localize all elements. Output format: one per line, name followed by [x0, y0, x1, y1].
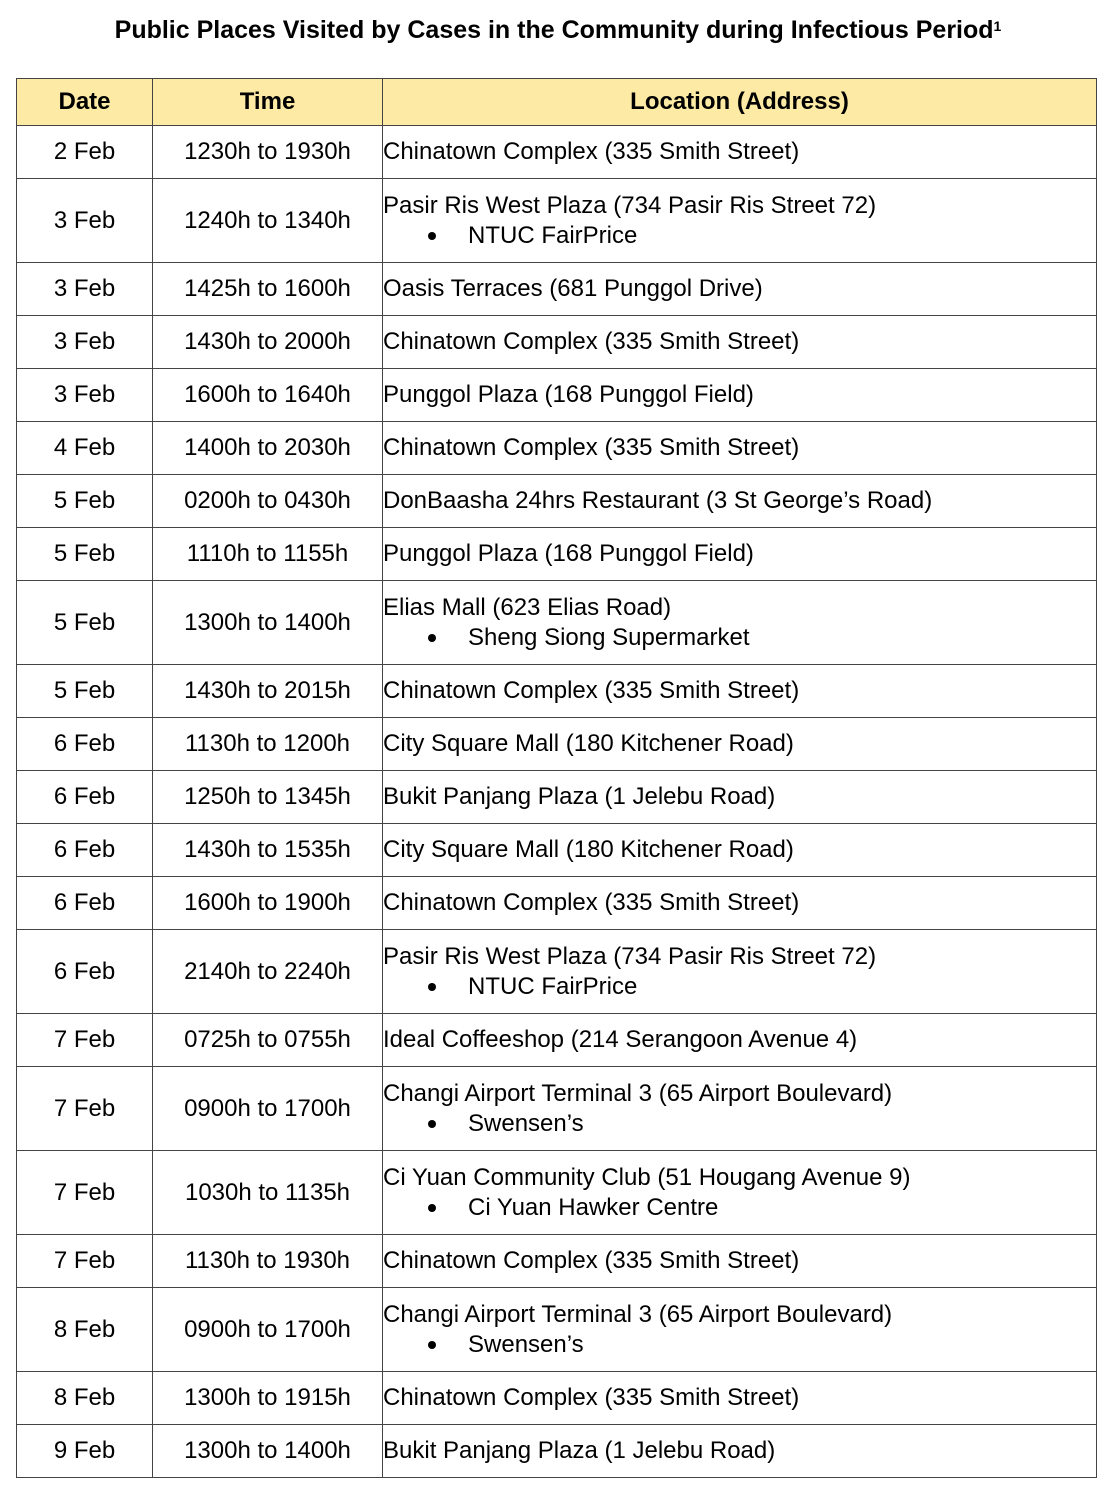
- cell-location: [383, 179, 1097, 263]
- bullet-icon: [428, 634, 436, 642]
- sub-location-item: [383, 222, 1096, 250]
- cell-location: [383, 369, 1097, 422]
- page-title: [0, 14, 1116, 46]
- table-row: [17, 1235, 1097, 1288]
- cell-date: 8 Feb: [17, 1288, 153, 1372]
- bullet-icon: [428, 983, 436, 991]
- cell-location: [383, 263, 1097, 316]
- cell-location: [383, 422, 1097, 475]
- header-time: Time: [153, 79, 383, 126]
- table-row: [17, 665, 1097, 718]
- location-text: Chinatown Complex (335 Smith Street): [383, 138, 800, 165]
- cell-date: 7 Feb: [17, 1067, 153, 1151]
- location-text: Chinatown Complex (335 Smith Street): [383, 1247, 800, 1274]
- cell-time: 1130h to 1200h: [153, 718, 383, 771]
- cell-time: 1425h to 1600h: [153, 263, 383, 316]
- table-row: [17, 1151, 1097, 1235]
- location-text: Bukit Panjang Plaza (1 Jelebu Road): [383, 1437, 776, 1464]
- bullet-icon: [428, 1204, 436, 1212]
- location-text: Changi Airport Terminal 3 (65 Airport Boulevard): [383, 1079, 893, 1107]
- table-row: [17, 771, 1097, 824]
- sub-location-item: [383, 624, 1096, 652]
- sub-location-text: NTUC FairPrice: [468, 221, 638, 249]
- table-row: [17, 1372, 1097, 1425]
- cell-date: 7 Feb: [17, 1235, 153, 1288]
- cell-location: [383, 581, 1097, 665]
- location-text: Pasir Ris West Plaza (734 Pasir Ris Street 72): [383, 942, 877, 970]
- cell-time: 1430h to 2000h: [153, 316, 383, 369]
- cell-time: 2140h to 2240h: [153, 930, 383, 1014]
- cell-location: [383, 1288, 1097, 1372]
- table-row: [17, 1425, 1097, 1478]
- cell-location: [383, 1151, 1097, 1235]
- cell-time: 1600h to 1640h: [153, 369, 383, 422]
- cell-location: [383, 1425, 1097, 1478]
- location-text: Chinatown Complex (335 Smith Street): [383, 677, 800, 704]
- location-text: Punggol Plaza (168 Punggol Field): [383, 381, 754, 408]
- cell-time: 1030h to 1135h: [153, 1151, 383, 1235]
- cell-time: 0200h to 0430h: [153, 475, 383, 528]
- cell-time: 1300h to 1400h: [153, 581, 383, 665]
- cell-location: [383, 665, 1097, 718]
- location-text: Chinatown Complex (335 Smith Street): [383, 328, 800, 355]
- location-text: Chinatown Complex (335 Smith Street): [383, 1384, 800, 1411]
- location-text: Chinatown Complex (335 Smith Street): [383, 434, 800, 461]
- table-header-row: [17, 79, 1097, 126]
- cell-time: 0900h to 1700h: [153, 1288, 383, 1372]
- table-row: [17, 422, 1097, 475]
- table-row: [17, 369, 1097, 422]
- cell-time: 0900h to 1700h: [153, 1067, 383, 1151]
- sub-location-item: [383, 973, 1096, 1001]
- cell-time: 1430h to 2015h: [153, 665, 383, 718]
- cell-time: 0725h to 0755h: [153, 1014, 383, 1067]
- header-location: Location (Address): [383, 79, 1097, 126]
- cell-time: 1110h to 1155h: [153, 528, 383, 581]
- cell-location: [383, 1372, 1097, 1425]
- sub-location-text: Swensen’s: [468, 1109, 584, 1137]
- sub-location-text: Sheng Siong Supermarket: [468, 623, 750, 651]
- cell-date: 3 Feb: [17, 263, 153, 316]
- cell-location: [383, 824, 1097, 877]
- table-row: [17, 718, 1097, 771]
- cell-location: [383, 930, 1097, 1014]
- cell-date: 6 Feb: [17, 877, 153, 930]
- location-text: Oasis Terraces (681 Punggol Drive): [383, 275, 763, 302]
- sub-location-item: [383, 1331, 1096, 1359]
- location-text: Pasir Ris West Plaza (734 Pasir Ris Street 72): [383, 191, 877, 219]
- cell-time: 1300h to 1400h: [153, 1425, 383, 1478]
- bullet-icon: [428, 1120, 436, 1128]
- cell-location: [383, 877, 1097, 930]
- cell-date: 6 Feb: [17, 930, 153, 1014]
- cell-time: 1600h to 1900h: [153, 877, 383, 930]
- title-text: Public Places Visited by Cases in the Community during Infectious Period: [114, 16, 994, 44]
- cell-date: 6 Feb: [17, 771, 153, 824]
- sub-location-item: [383, 1110, 1096, 1138]
- table-row: [17, 528, 1097, 581]
- table-row: [17, 179, 1097, 263]
- cell-date: 5 Feb: [17, 475, 153, 528]
- cell-location: [383, 1014, 1097, 1067]
- location-text: Bukit Panjang Plaza (1 Jelebu Road): [383, 783, 776, 810]
- cell-date: 3 Feb: [17, 179, 153, 263]
- sub-location-text: Swensen’s: [468, 1330, 584, 1358]
- cell-time: 1430h to 1535h: [153, 824, 383, 877]
- cell-date: 4 Feb: [17, 422, 153, 475]
- cell-date: 6 Feb: [17, 824, 153, 877]
- header-date: Date: [17, 79, 153, 126]
- cell-date: 7 Feb: [17, 1014, 153, 1067]
- cell-date: 8 Feb: [17, 1372, 153, 1425]
- sub-location-item: [383, 1194, 1096, 1222]
- cell-date: 7 Feb: [17, 1151, 153, 1235]
- sub-location-text: Ci Yuan Hawker Centre: [468, 1193, 719, 1221]
- cell-location: [383, 475, 1097, 528]
- cell-date: 5 Feb: [17, 665, 153, 718]
- cell-time: 1300h to 1915h: [153, 1372, 383, 1425]
- cell-location: [383, 528, 1097, 581]
- cell-date: 9 Feb: [17, 1425, 153, 1478]
- table-row: [17, 126, 1097, 179]
- cell-date: 5 Feb: [17, 581, 153, 665]
- cell-location: [383, 1235, 1097, 1288]
- location-text: Chinatown Complex (335 Smith Street): [383, 889, 800, 916]
- cell-time: 1400h to 2030h: [153, 422, 383, 475]
- cell-date: 6 Feb: [17, 718, 153, 771]
- table-row: [17, 824, 1097, 877]
- sub-location-text: NTUC FairPrice: [468, 972, 638, 1000]
- location-text: Ci Yuan Community Club (51 Hougang Avenue 9): [383, 1163, 911, 1191]
- cell-location: [383, 771, 1097, 824]
- location-text: Ideal Coffeeshop (214 Serangoon Avenue 4): [383, 1026, 858, 1053]
- table-row: [17, 1014, 1097, 1067]
- table-row: [17, 1067, 1097, 1151]
- cell-location: [383, 718, 1097, 771]
- table-row: [17, 930, 1097, 1014]
- table-row: [17, 581, 1097, 665]
- location-text: DonBaasha 24hrs Restaurant (3 St George’s Road): [383, 487, 933, 514]
- cell-time: 1250h to 1345h: [153, 771, 383, 824]
- cell-date: 5 Feb: [17, 528, 153, 581]
- cell-time: 1130h to 1930h: [153, 1235, 383, 1288]
- table-body: [17, 126, 1097, 1478]
- table-row: [17, 1288, 1097, 1372]
- table-row: [17, 316, 1097, 369]
- cell-date: 3 Feb: [17, 316, 153, 369]
- cell-location: [383, 316, 1097, 369]
- cell-date: 3 Feb: [17, 369, 153, 422]
- title-footnote-marker: 1: [993, 18, 1002, 34]
- table-row: [17, 263, 1097, 316]
- cell-location: [383, 126, 1097, 179]
- places-table: [16, 78, 1097, 1478]
- cell-location: [383, 1067, 1097, 1151]
- cell-date: 2 Feb: [17, 126, 153, 179]
- location-text: Changi Airport Terminal 3 (65 Airport Boulevard): [383, 1300, 893, 1328]
- location-text: City Square Mall (180 Kitchener Road): [383, 730, 794, 757]
- cell-time: 1240h to 1340h: [153, 179, 383, 263]
- table-row: [17, 877, 1097, 930]
- location-text: Elias Mall (623 Elias Road): [383, 593, 672, 621]
- location-text: City Square Mall (180 Kitchener Road): [383, 836, 794, 863]
- bullet-icon: [428, 232, 436, 240]
- location-text: Punggol Plaza (168 Punggol Field): [383, 540, 754, 567]
- table-row: [17, 475, 1097, 528]
- bullet-icon: [428, 1341, 436, 1349]
- cell-time: 1230h to 1930h: [153, 126, 383, 179]
